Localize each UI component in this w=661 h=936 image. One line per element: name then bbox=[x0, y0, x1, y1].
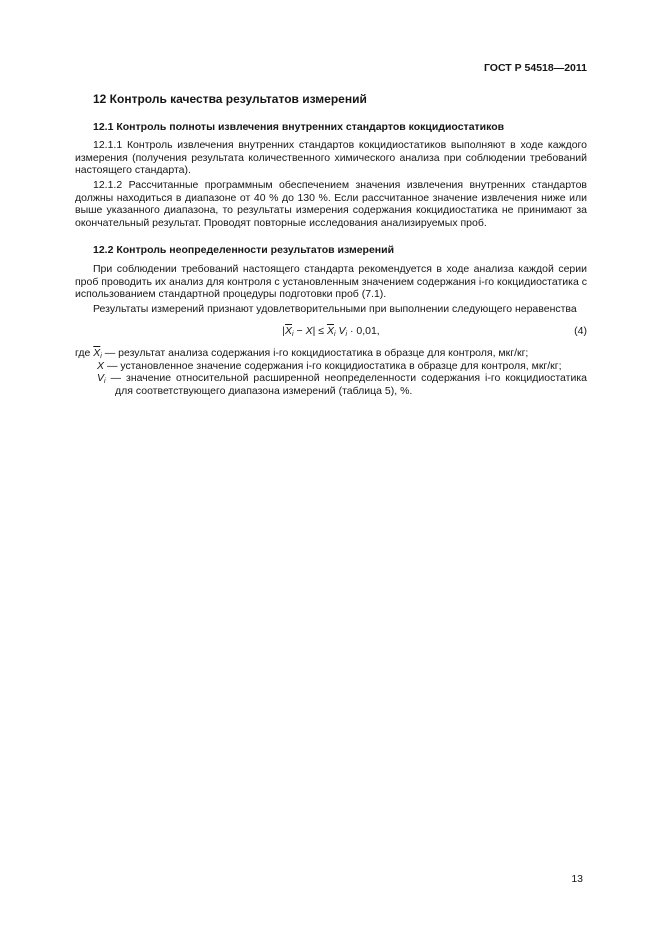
v-symbol: V bbox=[338, 325, 346, 338]
v-symbol: V bbox=[97, 372, 105, 385]
subscript-i: i bbox=[104, 378, 106, 386]
abs-open: | bbox=[282, 325, 286, 338]
definition-text: — результат анализа содержания i-го кокцидиостатика в образце для контроля, мкг/кг; bbox=[104, 346, 529, 359]
definition-item-x bbox=[75, 360, 587, 373]
minus-sign: − bbox=[296, 325, 303, 338]
definition-item-v bbox=[75, 372, 587, 397]
page-header bbox=[75, 62, 587, 75]
definition-text: — установленное значение содержания i-го кокцидиостатика в образце для контроля, мкг/кг; bbox=[106, 359, 562, 372]
x-symbol: X bbox=[305, 325, 313, 338]
subscript-i: i bbox=[292, 331, 294, 339]
xbar-symbol: $\overline{X}$ bbox=[285, 325, 293, 338]
standard-designation: ГОСТ Р 54518—2011 bbox=[483, 62, 587, 74]
subsection-12-1-title: 12.1 Контроль полноты извлечения внутренних стандартов кокцидиостатиков bbox=[93, 120, 505, 133]
paragraph-12-1-2: 12.1.2 Рассчитанные программным обеспечением значения извлечения внутренних стандартов должны находиться в диапазоне от 40 % до 130 %. Если рассчитанное значение извлечения ниже или выше указанного диапазона, то результаты измерения содержания кокцидиостатика не принимают за окончательный результат. Проводят повторные исследования анализируемых проб. bbox=[75, 178, 587, 229]
page-number: 13 bbox=[571, 873, 583, 886]
subsection-12-2-title: 12.2 Контроль неопределенности результатов измерений bbox=[93, 244, 395, 257]
subscript-i: i bbox=[345, 331, 348, 339]
abs-close: | bbox=[312, 325, 316, 338]
paragraph-12-1-1: 12.1.1 Контроль извлечения внутренних стандартов кокцидиостатиков выполняют в ходе каждого измерения (получения результата количественного химического анализа при соблюдении требований настоящего стандарта). bbox=[75, 139, 587, 177]
where-label: где bbox=[75, 346, 91, 359]
paragraph-12-2-a: При соблюдении требований настоящего стандарта рекомендуется в ходе анализа каждой серии проб проводить их анализ для контроля с установленным значением содержания i-го кокцидиостатика с использованием стандартной процедуры подготовки проб (7.1). bbox=[75, 262, 587, 301]
coefficient: 0,01, bbox=[356, 325, 380, 338]
definitions-list bbox=[75, 347, 587, 397]
subscript-i: i bbox=[333, 331, 336, 339]
xbar-symbol: $\overline{X}$ bbox=[326, 325, 334, 338]
equation-row bbox=[75, 325, 587, 338]
page-content bbox=[75, 62, 587, 397]
x-symbol: X bbox=[97, 359, 105, 372]
multiplication-dot: · bbox=[349, 325, 354, 338]
xbar-symbol: $\overline{X}$ bbox=[93, 346, 101, 359]
definition-item-xbar bbox=[75, 347, 587, 360]
section-title: 12 Контроль качества результатов измерений bbox=[93, 91, 367, 106]
equation-number: (4) bbox=[574, 325, 587, 338]
equation-4 bbox=[282, 325, 379, 337]
subscript-i: i bbox=[100, 352, 102, 360]
leq-sign: ≤ bbox=[318, 325, 325, 338]
paragraph-12-2-b: Результаты измерений признают удовлетворительными при выполнении следующего неравенства bbox=[93, 302, 577, 315]
definition-text: — значение относительной расширенной неопределенности содержания i-го кокцидиостатика для соответствующего диапазона измерений (таблица 5), %. bbox=[110, 372, 587, 397]
